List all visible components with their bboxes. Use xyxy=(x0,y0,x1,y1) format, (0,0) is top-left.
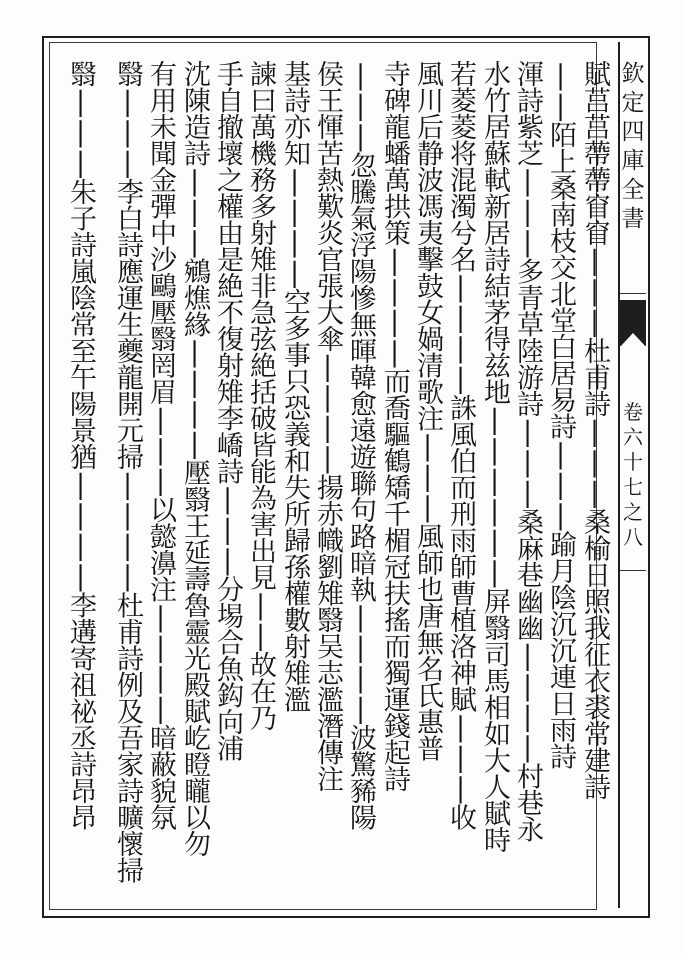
fishtail-mark xyxy=(620,300,646,346)
text-column: 若菱菱将混濁兮名||||誅風伯而刑雨師曹植洛神賦|||收 xyxy=(445,60,476,830)
library-title: 欽定四庫全書 xyxy=(621,61,645,232)
text-column: 侯王惲苦熱歎炎官張大傘||||揚赤幟劉雉翳吴志濫潛傳注 xyxy=(312,60,343,792)
text-column: 水竹居蘇軾新居詩結茅得兹地||||||屏翳司馬相如大人賦時 xyxy=(479,60,510,853)
text-column: |||忽騰氣浮陽慘無暉韓愈遠遊聯句路暗執||||波驚豨陽 xyxy=(345,60,376,830)
text-column: 翳|||李白詩應運生夔龍開元掃||||杜甫詩例及吾家詩曠懷掃 xyxy=(112,60,143,883)
text-column: ||陌上桑南枝交北堂白居易詩|||踰月陰沉沉連日雨詩 xyxy=(545,60,576,769)
text-column: 沈陳造詩|||鵷燋緣||||壓翳王延壽魯靈光殿賦屹瞪矓以勿 xyxy=(179,60,210,857)
text-column: 翳|||朱子詩嵐陰常至午陽景猶||||李遘寄祖祕丞詩昂昂 xyxy=(65,60,96,830)
text-column: 有用未聞金彈中沙鷗壓翳罔眉|||以懿濞注||||暗蔽貌氛 xyxy=(145,60,176,830)
header-rule xyxy=(620,293,646,294)
header-rule xyxy=(620,570,646,571)
text-column: 手自撤壞之權由是絶不復射雉李嶠詩|||分埸合魚鈎向浦 xyxy=(212,60,243,761)
text-column: 渾詩紫芝|||多青草陸游詩|||桑麻巷幽幽||||村巷永 xyxy=(512,60,543,842)
text-column: 基詩亦知||||空多事只恐義和失所歸孫權數射雉濫 xyxy=(279,60,310,712)
text-column: 風川后静波馮夷擊鼓女媧清歌注|||風師也唐無名氏惠普 xyxy=(412,60,443,761)
volume-label: 卷六十七之八 xyxy=(623,400,643,549)
text-column: 諫曰萬機務多射雉非急弦絶括破皆能為害出見||故在乃 xyxy=(245,60,276,731)
text-column: 寺碑龍蟠萬拱策||||而喬驅鶴矯千楣冠扶搖而獨運錢起詩 xyxy=(379,60,410,792)
text-column: 賦莒莒蔕蔕窅窅|||杜甫詩|||桑榆日照我征衣裘常建詩 xyxy=(579,60,610,800)
